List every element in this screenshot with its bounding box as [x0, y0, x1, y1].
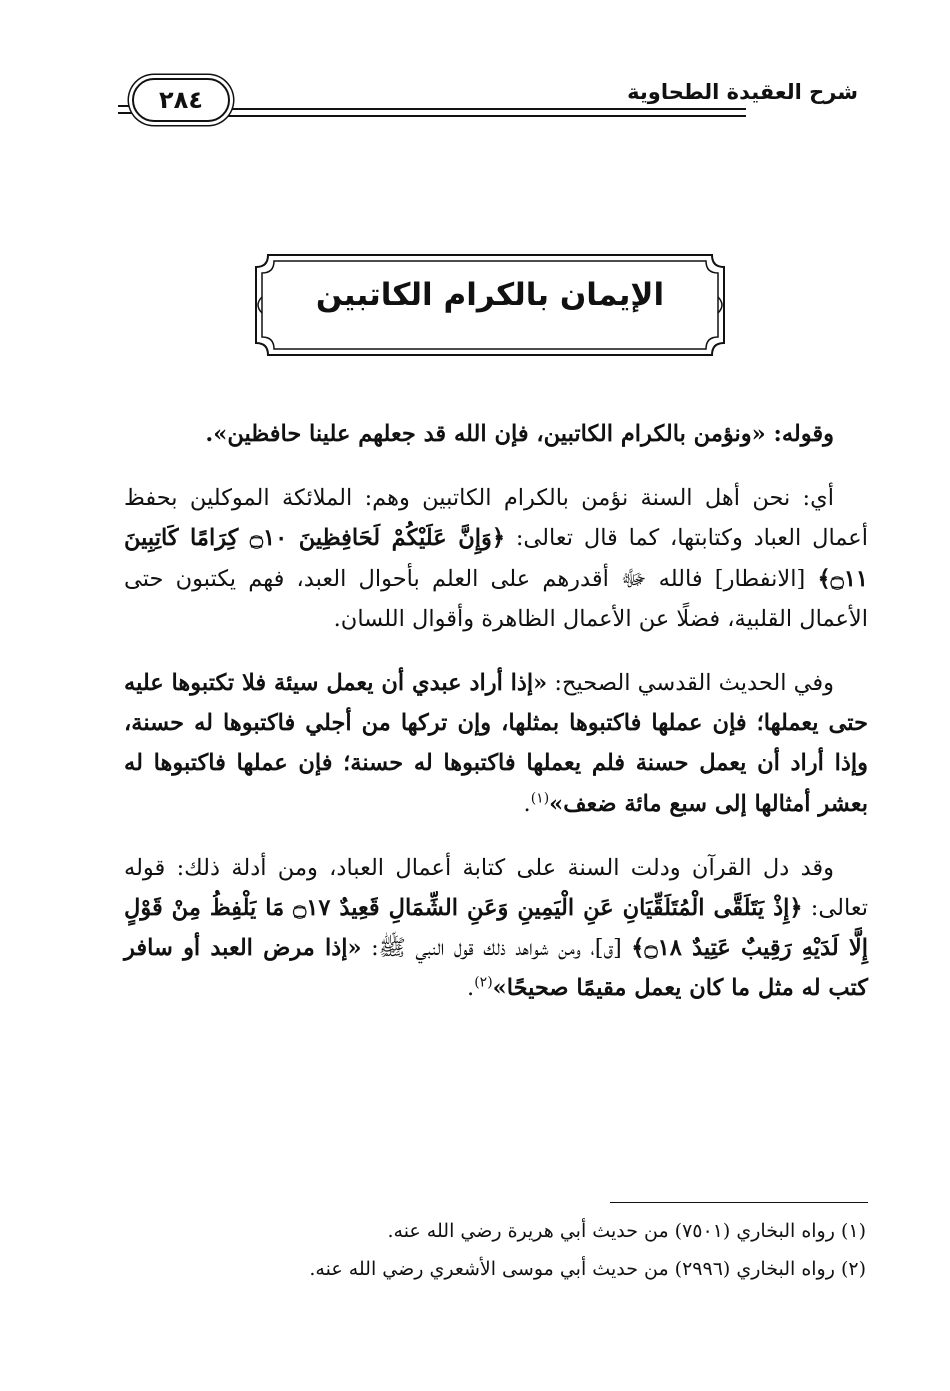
page-header [118, 70, 858, 126]
para1-text2: فالله ﷻ أقدرهم على العلم بأحوال العبد، فهم يكتبون حتى الأعمال القلبية، فضلًا عن الأعمال الظاهرة وأقوال اللسان. [124, 565, 868, 632]
para2-lead: وفي الحديث القدسي الصحيح: [547, 670, 834, 697]
para1-ref: [الانفطار] [702, 565, 818, 592]
para3-text1: وقد دل القرآن ودلت السنة على كتابة أعمال العباد، ومن أدلة ذلك: قوله تعالى: [124, 854, 868, 922]
para2-quote: «إذا أراد عبدي أن يعمل سيئة فلا تكتبوها عليه حتى يعملها؛ فإن عملها فاكتبوها بمثلها، وإن تركها من أجلي فاكتبوها له حسنة، وإذا أراد أن يعمل حسنة فلم يعملها فاكتبوها له حسنة؛ فإن عملها فاكتبوها له بعشر أمثالها إلى سبع مائة ضعف» [124, 670, 868, 817]
para1-text1: أي: نحن أهل السنة نؤمن بالكرام الكاتبين وهم: الملائكة الموكلين بحفظ أعمال العباد وكتابتها، كما قال تعالى: [124, 485, 868, 552]
header-rule-bottom [174, 115, 746, 117]
chapter-title: الإيمان بالكرام الكاتبين [315, 277, 665, 313]
page-number: ٢٨٤ [159, 86, 203, 114]
chapter-title-frame [254, 253, 726, 357]
para3-text2: ومن شواهد ذلك قول النبي ﷺ: [361, 935, 581, 962]
footnote-marker-2: (٢) [474, 974, 493, 991]
paragraph-evidence [124, 848, 868, 1009]
para3-ref: [ق]، [580, 935, 632, 962]
footnote-2: (٢) رواه البخاري (٢٩٩٦) من حديث أبي موسى الأشعري رضي الله عنه. [309, 1258, 866, 1280]
page-number-badge [132, 78, 230, 122]
para3-end: . [467, 975, 475, 1002]
footnote-separator [610, 1202, 868, 1203]
intro-end: . [205, 421, 214, 447]
para1-ayah: ﴿وَإِنَّ عَلَيْكُمْ لَحَافِظِينَ ۝١٠ كِرَامًا كَاتِبِينَ ۝١١﴾ [124, 525, 869, 592]
paragraph-angels-definition [124, 478, 868, 639]
main-text [124, 414, 868, 1009]
intro-lead: وقوله: [765, 421, 834, 447]
intro-quote: «ونؤمن بالكرام الكاتبين، فإن الله قد جعلهم علينا حافظين» [213, 421, 766, 447]
footnote-1: (١) رواه البخاري (٧٥٠١) من حديث أبي هريرة رضي الله عنه. [387, 1220, 866, 1242]
intro-paragraph [124, 414, 868, 454]
header-rule-top [174, 108, 746, 110]
book-title: شرح العقيدة الطحاوية [627, 80, 858, 104]
para3-quote: «إذا مرض العبد أو سافر كتب له مثل ما كان يعمل مقيمًا صحيحًا» [124, 935, 868, 1002]
footnote-marker-1: (١) [530, 790, 550, 807]
paragraph-qudsi-hadith [124, 663, 868, 824]
footnotes [122, 1212, 866, 1288]
para2-end: . [523, 790, 531, 817]
para3-ayah: ﴿إِذْ يَتَلَقَّى الْمُتَلَقِّيَانِ عَنِ الْيَمِينِ وَعَنِ الشِّمَالِ قَعِيدٌ ۝١٧ مَا يَلْفِظُ مِنْ قَوْلٍ إِلَّا لَدَيْهِ رَقِيبٌ عَتِيدٌ ۝١٨﴾ [124, 895, 868, 962]
